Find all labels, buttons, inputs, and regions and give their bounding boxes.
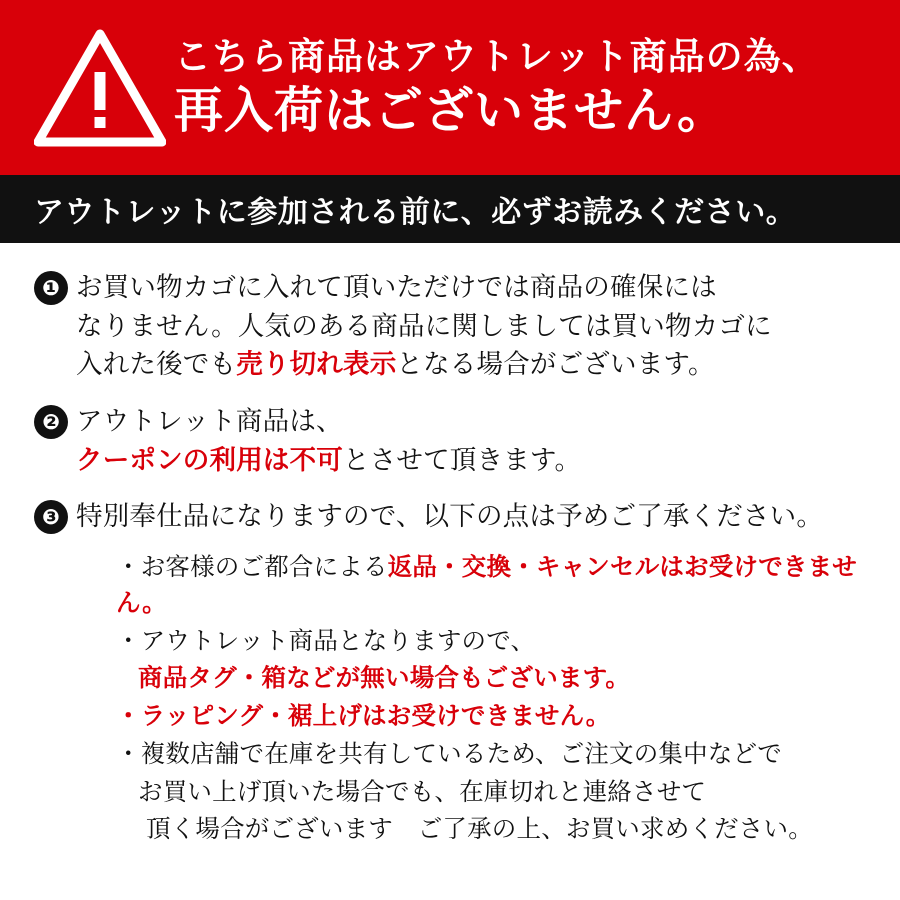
sub-list: [76, 549, 870, 847]
sub-banner-text: アウトレットに参加される前に、必ずお読みください。: [34, 195, 797, 230]
item1-text-a: お買い物カゴに入れて頂いただけでは商品の確保には: [76, 272, 717, 303]
notice-content: [0, 243, 900, 849]
sub1-emphasis: 返品・交換・キャンセルはお受けできません。: [116, 552, 858, 617]
list-item: [34, 498, 870, 849]
item2-emphasis: クーポンの利用は不可: [76, 444, 343, 476]
sub-list-item: [116, 774, 870, 810]
sub1-text-a: お客様のご都合による: [140, 552, 388, 582]
sub5-text-a: 複数店舗で在庫を共有しているため、ご注文の集中などで: [140, 738, 782, 768]
item1-text-b: なりません。人気のある商品に関しましては買い物カゴに: [76, 310, 772, 342]
item1-emphasis: 売り切れ表示: [236, 349, 397, 381]
sub-list-item: [116, 736, 870, 772]
sub3-emphasis: 商品タグ・箱などが無い場合もございます。: [138, 663, 631, 693]
item3-text-a: 特別奉仕品になりますので、以下の点は予めご了承ください。: [76, 501, 824, 533]
item1-text-c: 入れた後でも: [76, 349, 237, 381]
alert-banner-line2: 再入荷はございません。: [174, 81, 727, 139]
sub-list-item: [116, 623, 870, 659]
list-item: [34, 269, 870, 385]
sub-bullet-2: ・: [116, 625, 141, 655]
list-item-body-2: [76, 403, 581, 480]
alert-banner-text: [174, 36, 820, 138]
item2-text-b: とさせて頂きます。: [343, 444, 582, 476]
sub-list-item: [116, 811, 870, 847]
sub-list-item: [116, 698, 870, 734]
sub-bullet-4: ・: [116, 701, 141, 731]
sub4-emphasis: ラッピング・裾上げはお受けできません。: [140, 701, 611, 731]
list-item-body-3: [76, 498, 870, 849]
item1-text-d: となる場合がございます。: [396, 349, 715, 381]
sub-list-item: [116, 549, 870, 621]
sub6-text-a: お買い上げ頂いた場合でも、在庫切れと連絡させて: [138, 776, 707, 806]
alert-banner: [0, 0, 900, 175]
sub-bullet-1: ・: [116, 552, 141, 582]
list-number-3: ❸: [34, 500, 68, 534]
sub-banner: [0, 175, 900, 243]
sub2-text-a: アウトレット商品となりますので、: [140, 625, 536, 655]
warning-triangle-icon: [34, 28, 166, 148]
item2-text-a: アウトレット商品は、: [76, 406, 343, 438]
list-number-1: ❶: [34, 271, 68, 305]
list-item-body-1: [76, 269, 772, 385]
list-number-2: ❷: [34, 405, 68, 439]
alert-banner-line1: こちら商品はアウトレット商品の為、: [174, 35, 820, 79]
sub7-text-a: 頂く場合がございます ご了承の上、お買い求めください。: [146, 814, 813, 844]
list-item: [34, 403, 870, 480]
sub-bullet-5: ・: [116, 738, 141, 768]
sub-list-item: [116, 660, 870, 696]
